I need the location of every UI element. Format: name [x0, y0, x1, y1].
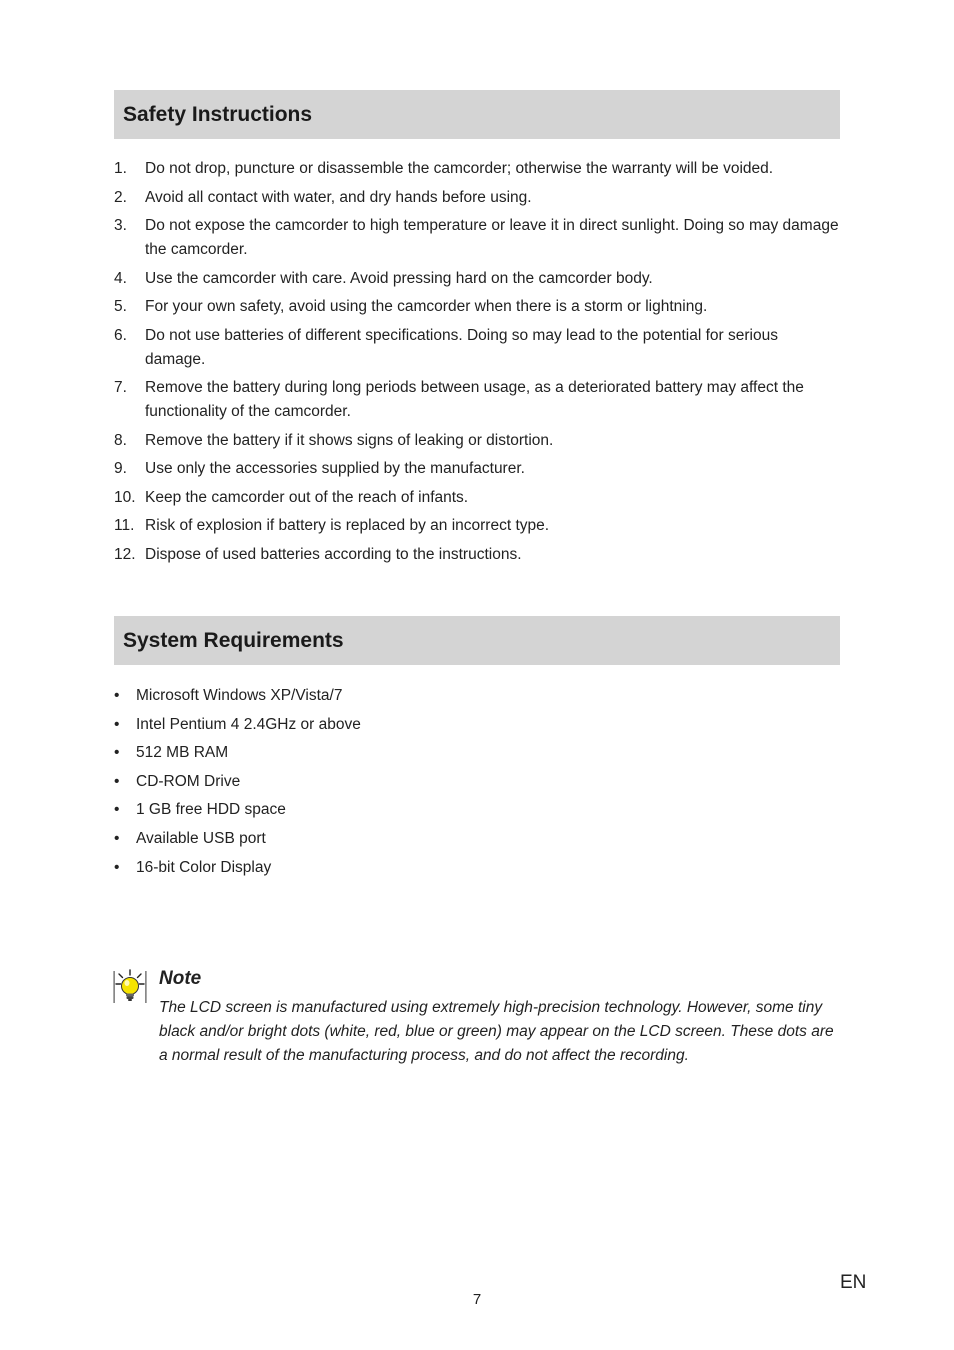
language-code: EN [840, 1272, 867, 1293]
safety-item [114, 486, 840, 510]
bullet: • [114, 801, 120, 819]
requirement-text: Intel Pentium 4 2.4GHz or above [136, 715, 361, 733]
safety-item-text: Do not expose the camcorder to high temperature or leave it in direct sunlight. Doing so may damage the camcorder. [145, 217, 839, 258]
requirement-text: 512 MB RAM [136, 744, 229, 762]
requirement-text: Microsoft Windows XP/Vista/7 [136, 687, 343, 704]
safety-item-number: 2. [114, 188, 127, 206]
bullet: • [114, 715, 120, 733]
safety-item-text: Do not drop, puncture or disassemble the camcorder; otherwise the warranty will be voided. [145, 160, 774, 177]
safety-item-number: 4. [114, 269, 127, 287]
requirement-item [114, 713, 840, 737]
safety-item-number: 9. [114, 460, 127, 477]
requirement-item [114, 741, 840, 765]
safety-item-number: 8. [114, 431, 127, 449]
bullet: • [114, 829, 120, 847]
note-body: The LCD screen is manufactured using extremely high-precision technology. However, some tiny black and/or bright dots (white, red, blue or green) may appear on the LCD screen. These dots are a normal result of the manufacturing process, and do not affect the recording. [159, 999, 834, 1064]
safety-item-text: Use the camcorder with care. Avoid pressing hard on the camcorder body. [145, 269, 653, 287]
safety-item-text: Keep the camcorder out of the reach of infants. [145, 488, 469, 506]
bullet: • [114, 858, 120, 876]
safety-item-text: Dispose of used batteries according to the instructions. [145, 545, 522, 563]
safety-item [114, 214, 840, 262]
system-requirements-title: System Requirements [123, 628, 344, 652]
requirement-text: CD-ROM Drive [136, 772, 241, 790]
safety-item [114, 324, 840, 372]
safety-item-text: Remove the battery if it shows signs of leaking or distortion. [145, 431, 554, 449]
safety-item [114, 186, 840, 210]
lightbulb-icon [113, 968, 147, 1004]
requirement-item [114, 684, 840, 708]
system-requirements-header [114, 616, 840, 665]
requirement-item [114, 827, 840, 851]
requirement-item [114, 770, 840, 794]
safety-item-text: Risk of explosion if battery is replaced by an incorrect type. [145, 517, 550, 534]
safety-item-text: For your own safety, avoid using the camcorder when there is a storm or lightning. [145, 298, 708, 315]
bullet: • [114, 744, 120, 762]
safety-item [114, 376, 840, 424]
safety-item-number: 6. [114, 326, 127, 344]
safety-item-number: 7. [114, 379, 127, 396]
safety-item-number: 11. [114, 517, 135, 534]
safety-item-number: 1. [114, 160, 127, 177]
safety-item-number: 12. [114, 545, 136, 563]
requirement-text: 16-bit Color Display [136, 858, 272, 876]
requirement-item [114, 798, 840, 822]
bullet: • [114, 687, 120, 704]
safety-instructions-list [114, 157, 840, 571]
requirement-item [114, 856, 840, 880]
bullet: • [114, 772, 120, 790]
safety-item-text: Avoid all contact with water, and dry hands before using. [145, 188, 532, 206]
safety-item [114, 429, 840, 453]
safety-item [114, 457, 840, 481]
page-number: 7 [472, 1291, 482, 1308]
safety-instructions-header [114, 90, 840, 139]
note-title: Note [159, 968, 202, 989]
safety-item [114, 514, 840, 538]
safety-item [114, 295, 840, 319]
system-requirements-list [114, 684, 840, 884]
safety-item-number: 5. [114, 298, 127, 315]
safety-item-text: Remove the battery during long periods between usage, as a deteriorated battery may affect the functionality of the camcorder. [145, 379, 804, 420]
safety-item [114, 267, 840, 291]
safety-instructions-title: Safety Instructions [123, 102, 313, 126]
requirement-text: 1 GB free HDD space [136, 801, 286, 819]
safety-item [114, 157, 840, 181]
requirement-text: Available USB port [136, 829, 266, 847]
safety-item-number: 3. [114, 217, 127, 234]
safety-item-text: Do not use batteries of different specifications. Doing so may lead to the potential for serious damage. [145, 326, 778, 368]
safety-item-text: Use only the accessories supplied by the manufacturer. [145, 460, 525, 477]
safety-item-number: 10. [114, 488, 136, 506]
safety-item [114, 543, 840, 567]
